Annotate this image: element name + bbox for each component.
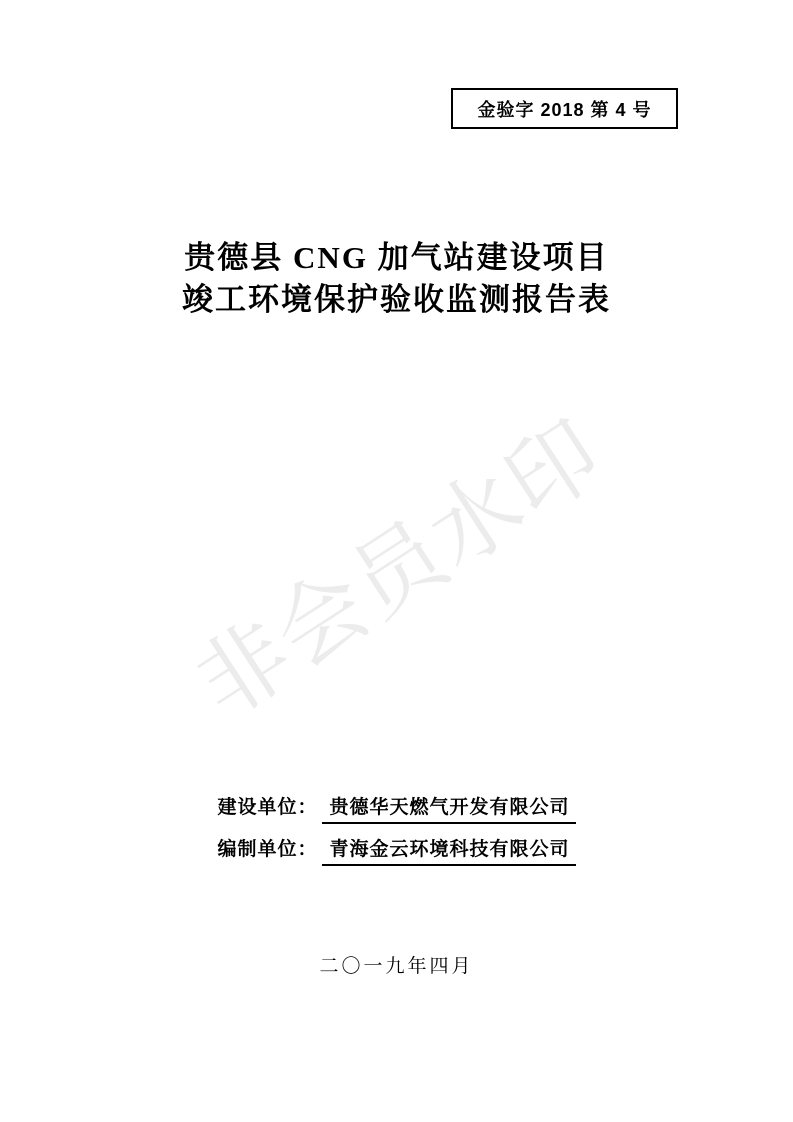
report-date: 二〇一九年四月 — [319, 956, 474, 977]
document-number-text: 金验字 2018 第 4 号 — [477, 99, 652, 120]
report-title-line1: 贵德县 CNG 加气站建设项目 — [184, 240, 609, 275]
preparing-unit-value: 青海金云环境科技有限公司 — [322, 838, 576, 866]
construction-unit-row — [0, 796, 793, 824]
construction-unit-value: 贵德华天燃气开发有限公司 — [322, 796, 576, 824]
units-block — [0, 796, 793, 866]
report-title — [0, 237, 793, 321]
construction-unit-label: 建设单位： — [217, 797, 318, 818]
document-number-box — [451, 88, 678, 129]
watermark-text: 非会员水印 — [179, 402, 621, 737]
report-title-line2: 竣工环境保护验收监测报告表 — [182, 282, 611, 317]
preparing-unit-label: 编制单位： — [217, 839, 318, 860]
preparing-unit-row — [0, 838, 793, 866]
